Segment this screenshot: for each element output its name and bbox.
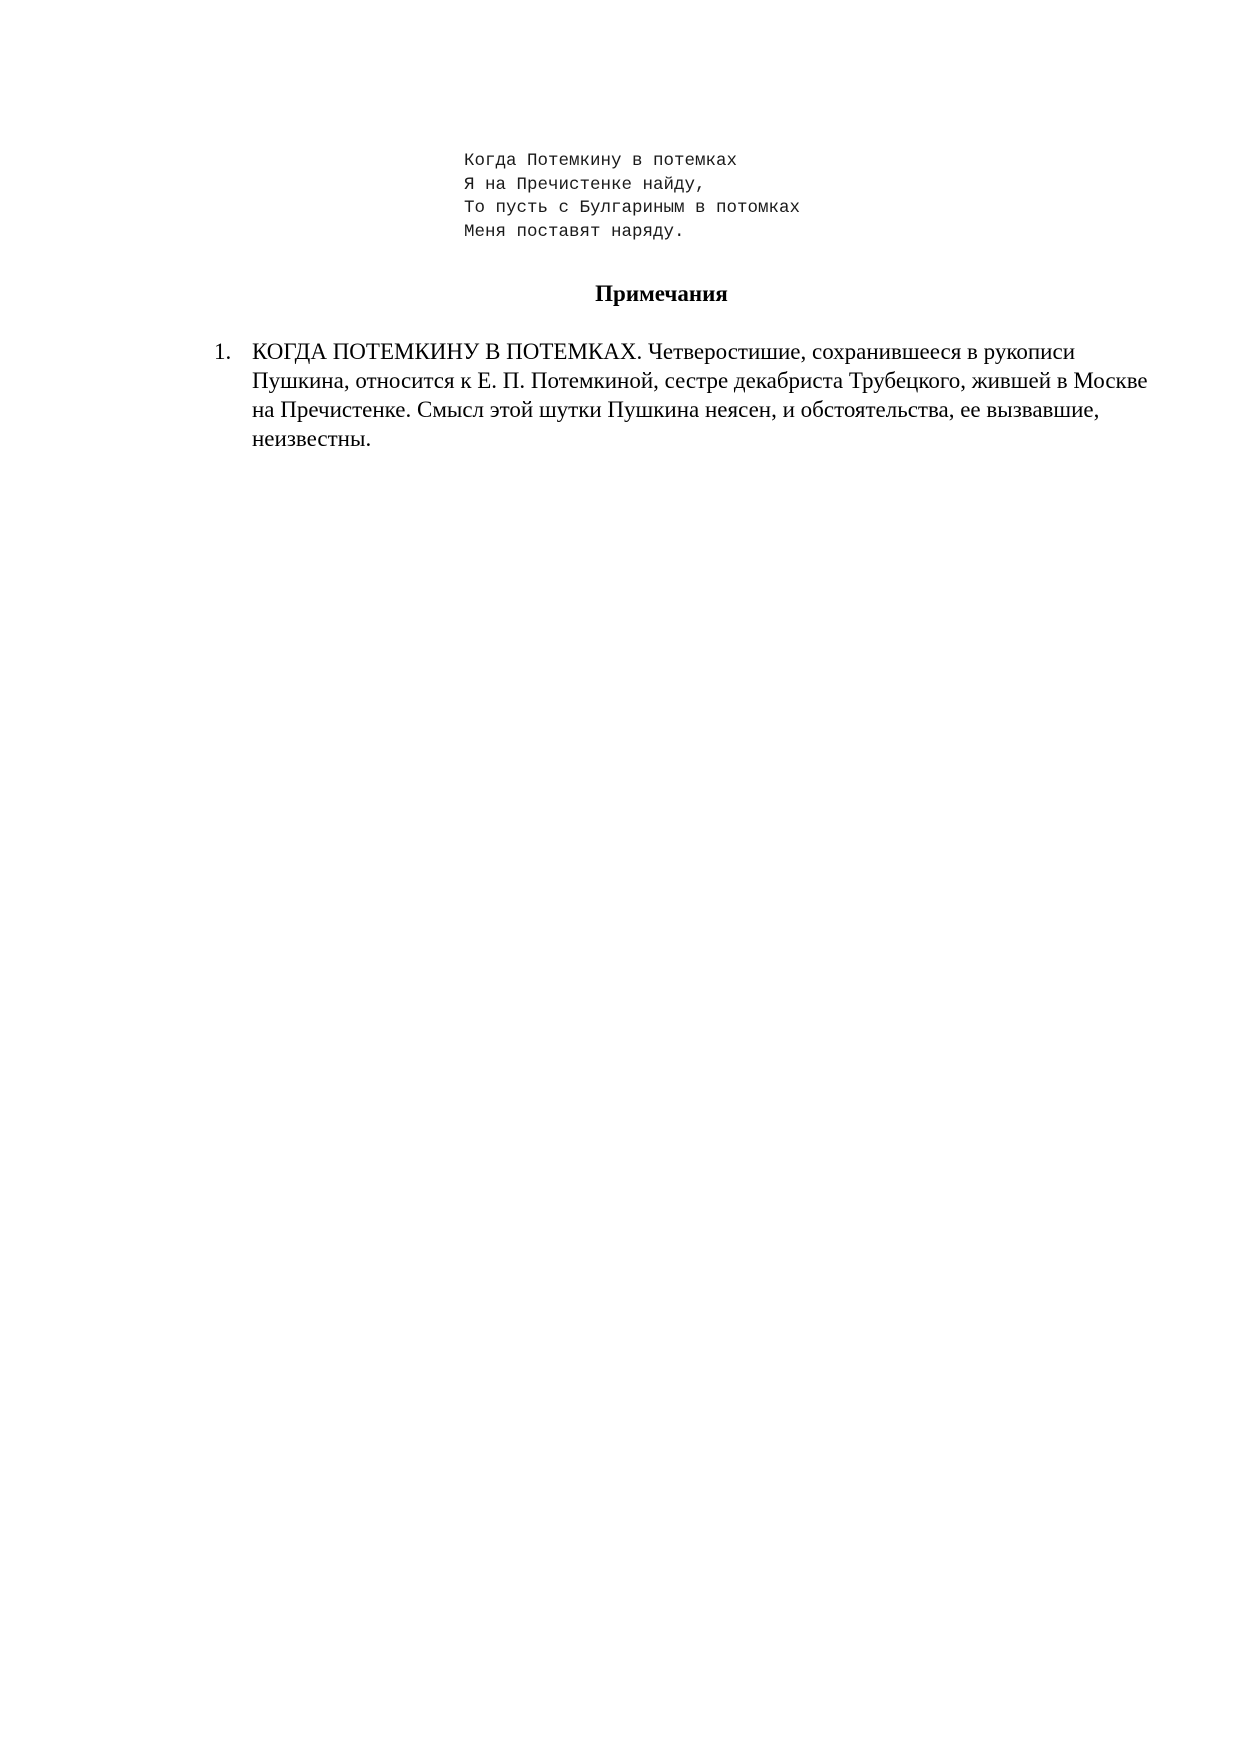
poem-line-4: Меня поставят наряду. (464, 221, 685, 242)
note-text: КОГДА ПОТЕМКИНУ В ПОТЕМКАХ. Четверостишие, сохранившееся в рукописи Пушкина, относится к Е. П. Потемкиной, сестре декабриста Трубецкого, жившей в Москве на Пречистенке. Смысл этой шутки Пушкина неясен, и обстоятельства, ее вызвавшие, неизвестны. (252, 339, 1148, 451)
poem (464, 150, 800, 244)
notes-heading: Примечания (595, 281, 728, 306)
poem-line-1: Когда Потемкину в потемках (464, 151, 738, 171)
note-item-1 (214, 337, 1164, 453)
note-number: 1. (214, 339, 232, 364)
poem-line-2: Я на Пречистенке найду, (464, 174, 706, 195)
poem-line-3: То пусть с Булгариным в потомках (464, 198, 801, 219)
notes-list (214, 337, 1164, 453)
